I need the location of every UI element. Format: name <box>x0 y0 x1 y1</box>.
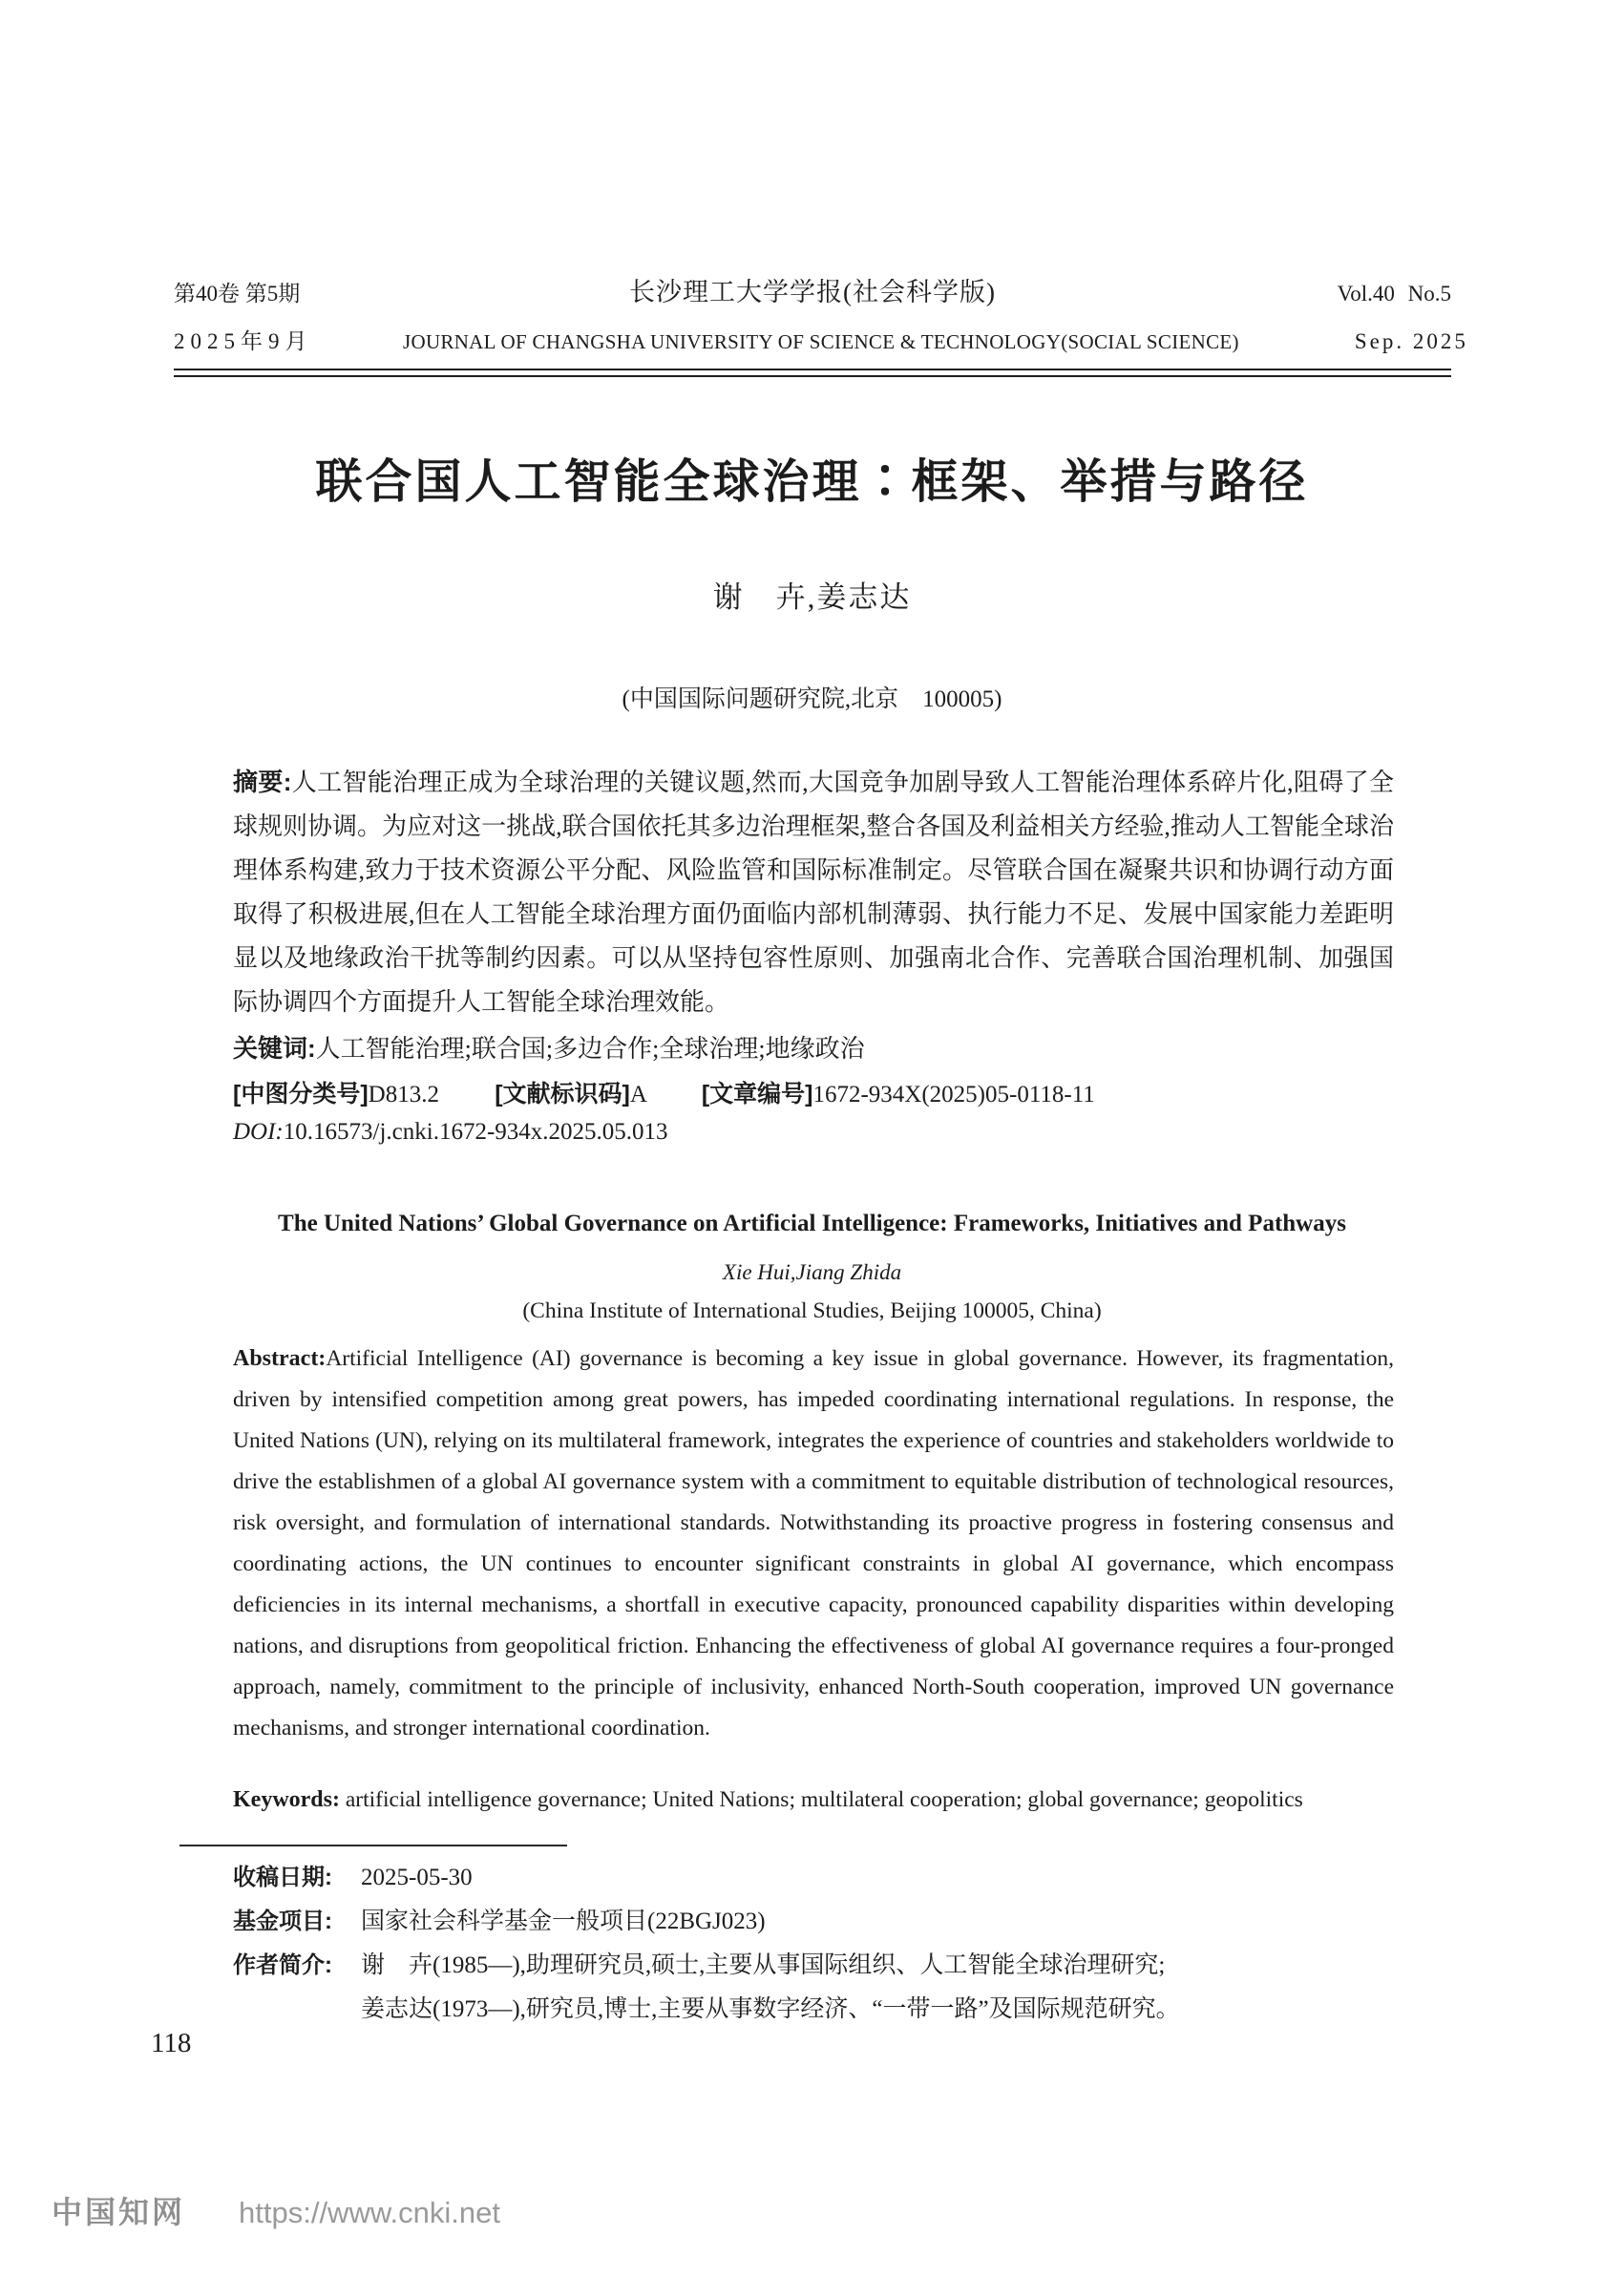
abstract-label-en: Abstract: <box>233 1346 327 1371</box>
volume-issue-cn: 第40卷 第5期 <box>174 282 301 306</box>
clc-value: D813.2 <box>368 1082 439 1107</box>
author-bio-line-2 <box>361 1988 1455 2032</box>
keywords-label-cn: 关键词: <box>233 1034 316 1063</box>
journal-header <box>174 271 1468 377</box>
abstract-text-cn: 人工智能治理正成为全球治理的关键议题,然而,大国竞争加剧导致人工智能治理体系碎片化,阻碍了全球规则协调。为应对这一挑战,联合国依托其多边治理框架,整合各国及利益相关方经验,推动人工智能全球治理体系构建,致力于技术资源公平分配、风险监管和国际标准制定。尽管联合国在凝聚共识和协调行动方面取得了积极进展,但在人工智能全球治理方面仍面临内部机制薄弱、执行能力不足、发展中国家能力差距明显以及地缘政治干扰等制约因素。可以从坚持包容性原则、加强南北合作、完善联合国治理机制、加强国际协调四个方面提升人工智能全球治理效能。 <box>233 769 1394 1016</box>
affiliation-cn: (中国国际问题研究院,北京 100005) <box>622 686 1002 712</box>
abstract-label-cn: 摘要: <box>233 768 292 796</box>
received-date-label: 收稿日期: <box>233 1865 332 1890</box>
authors-en: Xie Hui,Jiang Zhida <box>722 1260 902 1284</box>
volume-issue-en: Vol.40 No.5 <box>1337 282 1451 306</box>
header-row-2 <box>174 324 1468 355</box>
abstract-en <box>233 1339 1394 1749</box>
author-bio-line-1 <box>233 1944 1455 1988</box>
abstract-cn <box>233 760 1394 1024</box>
doc-code-pair <box>495 1082 645 1107</box>
header-double-rule <box>174 369 1451 377</box>
affiliation-en: (China Institute of International Studies, Beijing 100005, China) <box>522 1298 1102 1323</box>
issue-date-cn: 2025年9月 <box>174 329 313 353</box>
footnote-divider <box>179 1845 567 1846</box>
page-number: 118 <box>151 2028 192 2058</box>
journal-title-cn: 长沙理工大学学报(社会科学版) <box>629 278 996 306</box>
funding-value: 国家社会科学基金一般项目(22BGJ023) <box>361 1909 766 1934</box>
article-title-cn: 联合国人工智能全球治理∶框架、举措与路径 <box>315 456 1309 508</box>
clc-label: [中图分类号] <box>233 1081 369 1107</box>
cnki-watermark <box>52 2188 500 2232</box>
cnki-url: https://www.cnki.net <box>239 2196 500 2229</box>
doi-value: 10.16573/j.cnki.1672-934x.2025.05.013 <box>283 1119 668 1145</box>
classification-line <box>233 1075 1474 1109</box>
keywords-text-en: artificial intelligence governance; United Nations; multilateral cooperation; global governance; geopolitics <box>345 1787 1303 1812</box>
funding-label: 基金项目: <box>233 1909 332 1934</box>
keywords-label-en: Keywords: <box>233 1787 340 1812</box>
cnki-logo-text: 中国知网 <box>52 2195 186 2229</box>
article-title-en: The United Nations’ Global Governance on Artificial Intelligence: Frameworks, Initiatives and Pathways <box>278 1211 1346 1236</box>
article-no-value: 1672-934X(2025)05-0118-11 <box>812 1082 1095 1107</box>
issue-date-en: Sep. 2025 <box>1354 329 1468 353</box>
keywords-text-cn: 人工智能治理;联合国;多边合作;全球治理;地缘政治 <box>315 1035 865 1063</box>
journal-title-en: JOURNAL OF CHANGSHA UNIVERSITY OF SCIENCE & TECHNOLOGY(SOCIAL SCIENCE) <box>403 330 1239 353</box>
author-bio-text-2: 姜志达(1973—),研究员,博士,主要从事数字经济、“一带一路”及国际规范研究。 <box>361 1996 1180 2022</box>
received-date-value: 2025-05-30 <box>361 1865 473 1890</box>
funding-line <box>233 1900 1455 1944</box>
footnotes <box>233 1856 1455 2032</box>
article-no-label: [文章编号] <box>701 1081 813 1107</box>
header-row-1 <box>174 271 1451 308</box>
doc-code-value: A <box>629 1082 646 1107</box>
keywords-cn <box>233 1029 1394 1065</box>
author-bio-label: 作者简介: <box>233 1952 332 1978</box>
clc-pair <box>233 1082 439 1107</box>
received-date-line <box>233 1856 1455 1900</box>
abstract-text-en: Artificial Intelligence (AI) governance is becoming a key issue in global governance. However, its fragmentation, driven by intensified competition among great powers, has impeded coordinating international regulations. In response, the United Nations (UN), relying on its multilateral framework, integrates the experience of countries and stakeholders worldwide to drive the establishmen of a global AI governance system with a commitment to equitable distribution of technological resources, risk oversight, and formulation of international standards. Notwithstanding its proactive progress in fostering consensus and coordinating actions, the UN continues to encounter significant constraints in global AI governance, which encompass deficiencies in its internal mechanisms, a shortfall in executive capacity, pronounced capability disparities within developing nations, and disruptions from geopolitical friction. Enhancing the effectiveness of global AI governance requires a four-pronged approach, namely, commitment to the principle of inclusivity, enhanced North-South cooperation, improved UN governance mechanisms, and stronger international coordination. <box>233 1346 1394 1740</box>
keywords-en <box>233 1787 1417 1813</box>
doi-line <box>233 1119 1394 1146</box>
doi-label: DOI: <box>233 1119 284 1145</box>
article-no-pair <box>702 1082 1095 1107</box>
authors-cn: 谢 卉,姜志达 <box>712 580 912 614</box>
doc-code-label: [文献标识码] <box>495 1081 630 1107</box>
author-bio-text-1: 谢 卉(1985—),助理研究员,硕士,主要从事国际组织、人工智能全球治理研究; <box>361 1952 1166 1978</box>
